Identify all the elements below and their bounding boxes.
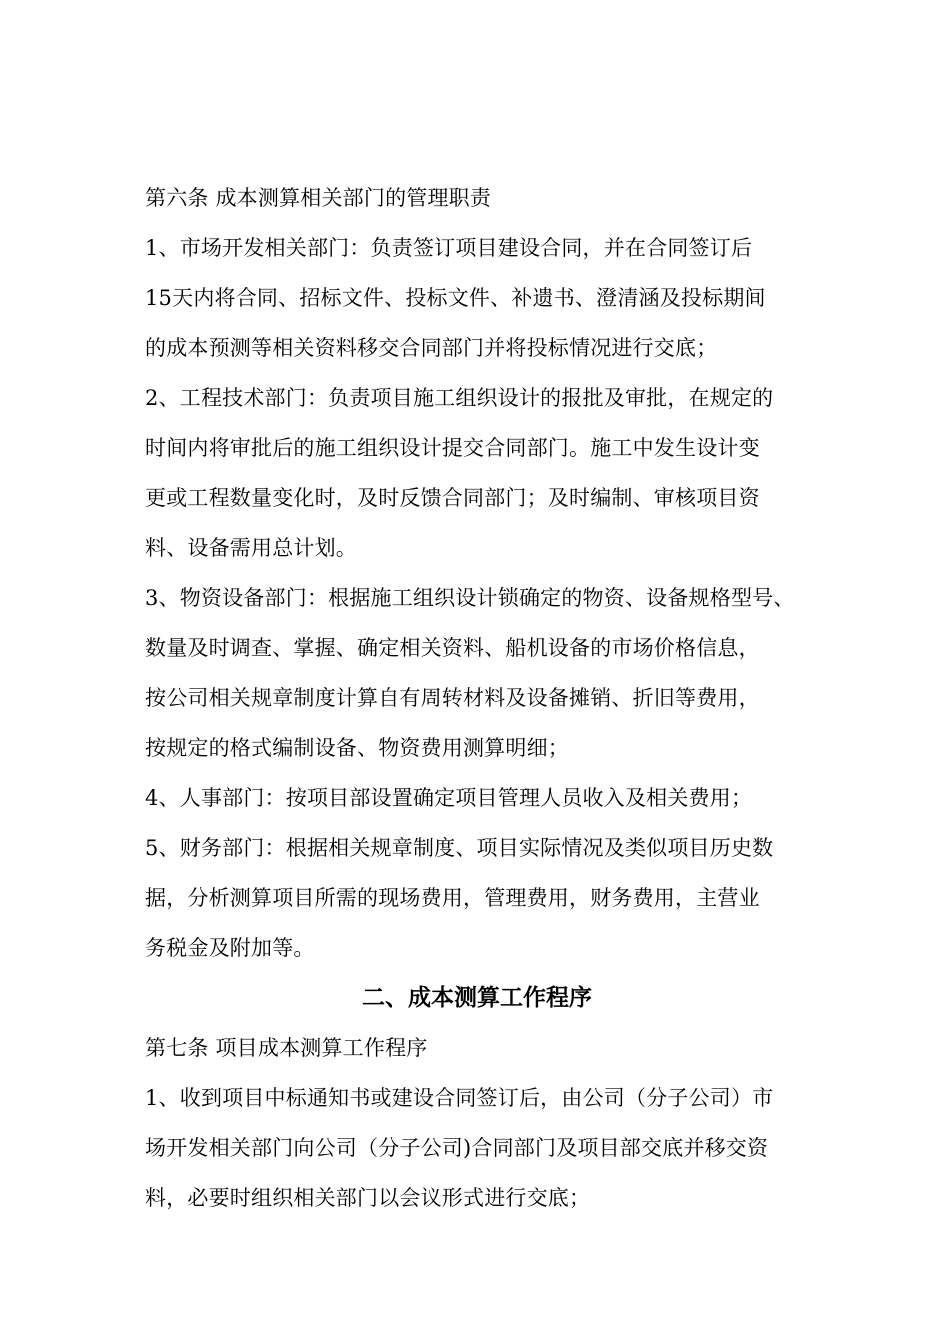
document-page — [145, 173, 809, 1223]
body-line: 场开发相关部门向公司（分子公司)合同部门及项目部交底并移交资 — [145, 1136, 769, 1160]
body-line: 1、收到项目中标通知书或建设合同签订后，由公司（分子公司）市 — [145, 1086, 774, 1110]
body-line: 4、人事部门：按项目部设置确定项目管理人员收入及相关费用； — [145, 786, 753, 810]
body-line: 数量及时调查、掌握、确定相关资料、船机设备的市场价格信息， — [145, 636, 760, 660]
body-line: 5、财务部门：根据相关规章制度、项目实际情况及类似项目历史数 — [145, 836, 774, 860]
body-line: 1、市场开发相关部门：负责签订项目建设合同，并在合同签订后 — [145, 236, 753, 260]
body-line: 更或工程数量变化时，及时反馈合同部门；及时编制、审核项目资 — [145, 486, 760, 510]
body-line: 按规定的格式编制设备、物资费用测算明细； — [145, 736, 569, 760]
article-6-title: 第六条 成本测算相关部门的管理职责 — [145, 186, 492, 210]
body-line: 料、设备需用总计划。 — [145, 536, 357, 560]
body-line: 按公司相关规章制度计算自有周转材料及设备摊销、折旧等费用， — [145, 686, 760, 710]
article-7-title: 第七条 项目成本测算工作程序 — [145, 1036, 428, 1060]
body-line: 料，必要时组织相关部门以会议形式进行交底； — [145, 1186, 591, 1210]
body-line: 3、物资设备部门：根据施工组织设计锁确定的物资、设备规格型号、 — [145, 586, 795, 610]
body-line: 务税金及附加等。 — [145, 936, 315, 960]
section-heading: 二、成本测算工作程序 — [362, 985, 592, 1011]
body-line: 的成本预测等相关资料移交合同部门并将投标情况进行交底； — [145, 336, 718, 360]
body-line: 据，分析测算项目所需的现场费用，管理费用，财务费用，主营业 — [145, 886, 760, 910]
body-line: 15天内将合同、招标文件、投标文件、补遗书、澄清涵及投标期间 — [145, 286, 766, 310]
body-line: 时间内将审批后的施工组织设计提交合同部门。施工中发生设计变 — [145, 436, 760, 460]
body-line: 2、工程技术部门：负责项目施工组织设计的报批及审批，在规定的 — [145, 386, 774, 410]
